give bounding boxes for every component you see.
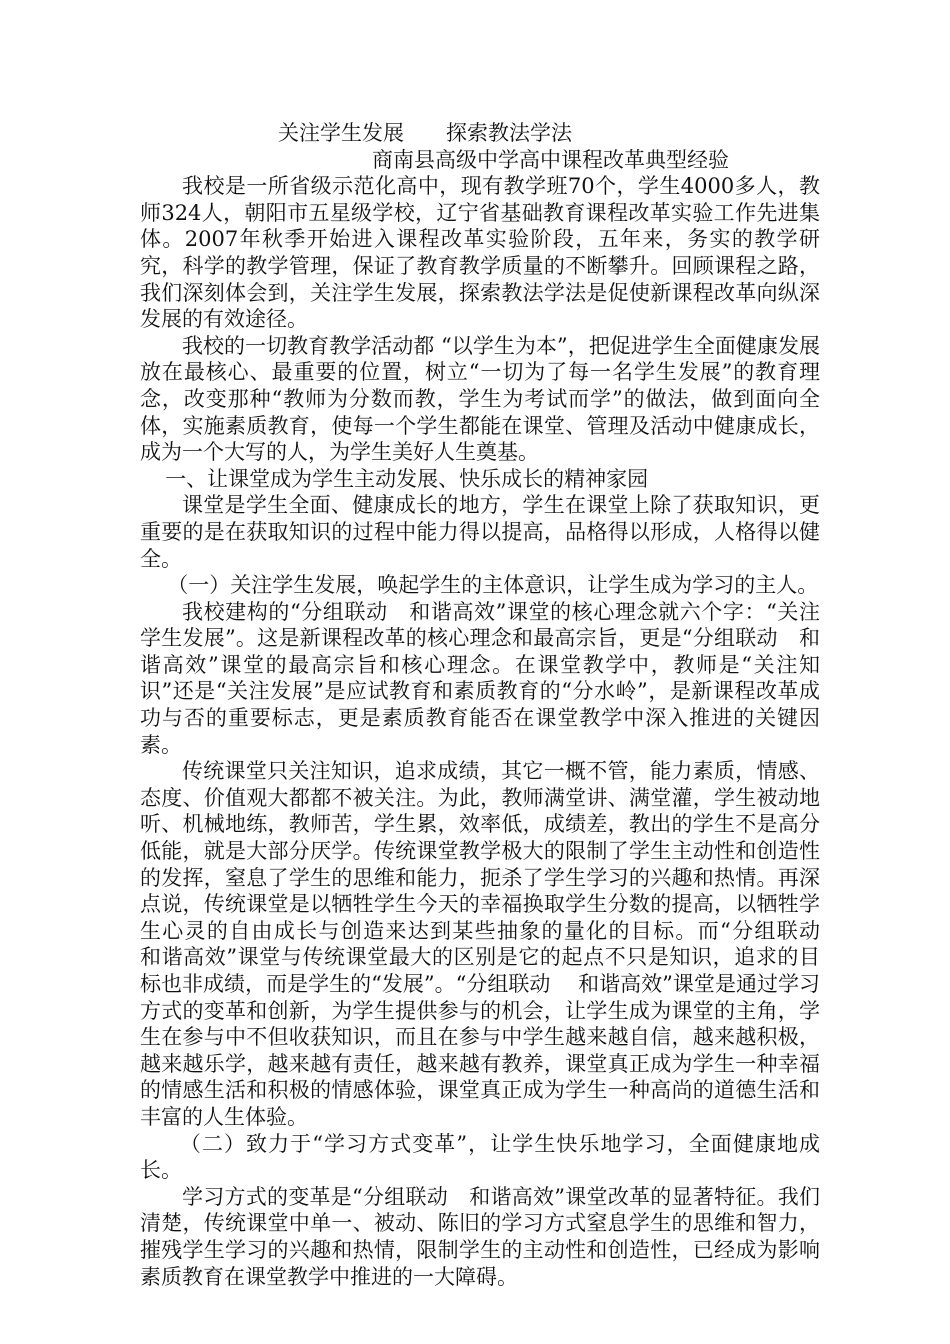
- document-page: [140, 120, 841, 1290]
- document-title: 关注学生发展 探索教法学法: [278, 121, 572, 145]
- paragraph-core-concept: 我校建构的“分组联动 和谐高效”课堂的核心理念就六个字：“关注学生发展”。这是新课程改革的核心理念和最高宗旨，更是“分组联动 和谐高效”课堂的最高宗旨和核心理念。在课堂教学中，教师是“关注知识”还是“关注发展”是应试教育和素质教育的“分水岭”，是新课程改革成功与否的重要标志，更是素质教育能否在课堂教学中深入推进的关键因素。: [140, 599, 820, 757]
- paragraph-classroom: 课堂是学生全面、健康成长的地方，学生在课堂上除了获取知识，更重要的是在获取知识的过程中能力得以提高，品格得以形成，人格得以健全。: [140, 493, 820, 571]
- paragraph-philosophy: 我校的一切教育教学活动都 “以学生为本”，把促进学生全面健康发展放在最核心、最重要的位置，树立“一切为了每一名学生发展”的教育理念，改变那种“教师为分数而教，学生为考试而学”的做法，做到面向全体，实施素质教育，使每一个学生都能在课堂、管理及活动中健康成长，成为一个大写的人，为学生美好人生奠基。: [140, 333, 820, 465]
- section-heading-1: 一、让课堂成为学生主动发展、快乐成长的精神家园: [165, 466, 649, 491]
- document-subtitle: 商南县高级中学高中课程改革典型经验: [372, 147, 729, 172]
- subsection-heading-2: （二）致力于“学习方式变革”，让学生快乐地学习，全面健康地成长。: [140, 1131, 820, 1183]
- subsection-heading-1: （一）关注学生发展，唤起学生的主体意识，让学生成为学习的主人。: [167, 573, 819, 598]
- paragraph-traditional: 传统课堂只关注知识，追求成绩，其它一概不管，能力素质，情感、态度、价值观大都都不被关注。为此，教师满堂讲、满堂灌，学生被动地听、机械地练，教师苦，学生累，效率低，成绩差，教出的学生不是高分低能，就是大部分厌学。传统课堂教学极大的限制了学生主动性和创造性的发挥，窒息了学生的思维和能力，扼杀了学生学习的兴趣和热情。再深点说，传统课堂是以牺牲学生今天的幸福换取学生分数的提高，以牺牲学生心灵的自由成长与创造来达到某些抽象的量化的目标。而“分组联动 和谐高效”课堂与传统课堂最大的区别是它的起点不只是知识，追求的目标也非成绩，而是学生的“发展”。“分组联动 和谐高效”课堂是通过学习方式的变革和创新，为学生提供参与的机会，让学生成为课堂的主角，学生在参与中不但收获知识，而且在参与中学生越来越自信，越来越积极，越来越乐学，越来越有责任，越来越有教养，课堂真正成为学生一种幸福的情感生活和积极的情感体验，课堂真正成为学生一种高尚的道德生活和丰富的人生体验。: [140, 759, 841, 1129]
- paragraph-learning-method: 学习方式的变革是“分组联动 和谐高效”课堂改革的显著特征。我们清楚，传统课堂中单一、被动、陈旧的学习方式窒息学生的思维和智力，摧残学生学习的兴趣和热情，限制学生的主动性和创造性，已经成为影响素质教育在课堂教学中推进的一大障碍。: [140, 1184, 820, 1289]
- paragraph-intro: 我校是一所省级示范化高中，现有教学班70个，学生4000多人，教师324人，朝阳市五星级学校，辽宁省基础教育课程改革实验工作先进集体。2007年秋季开始进入课程改革实验阶段，五年来，务实的教学研究，科学的教学管理，保证了教育教学质量的不断攀升。回顾课程之路，我们深刻体会到，关注学生发展，探索教法学法是促使新课程改革向纵深发展的有效途径。: [140, 174, 820, 332]
